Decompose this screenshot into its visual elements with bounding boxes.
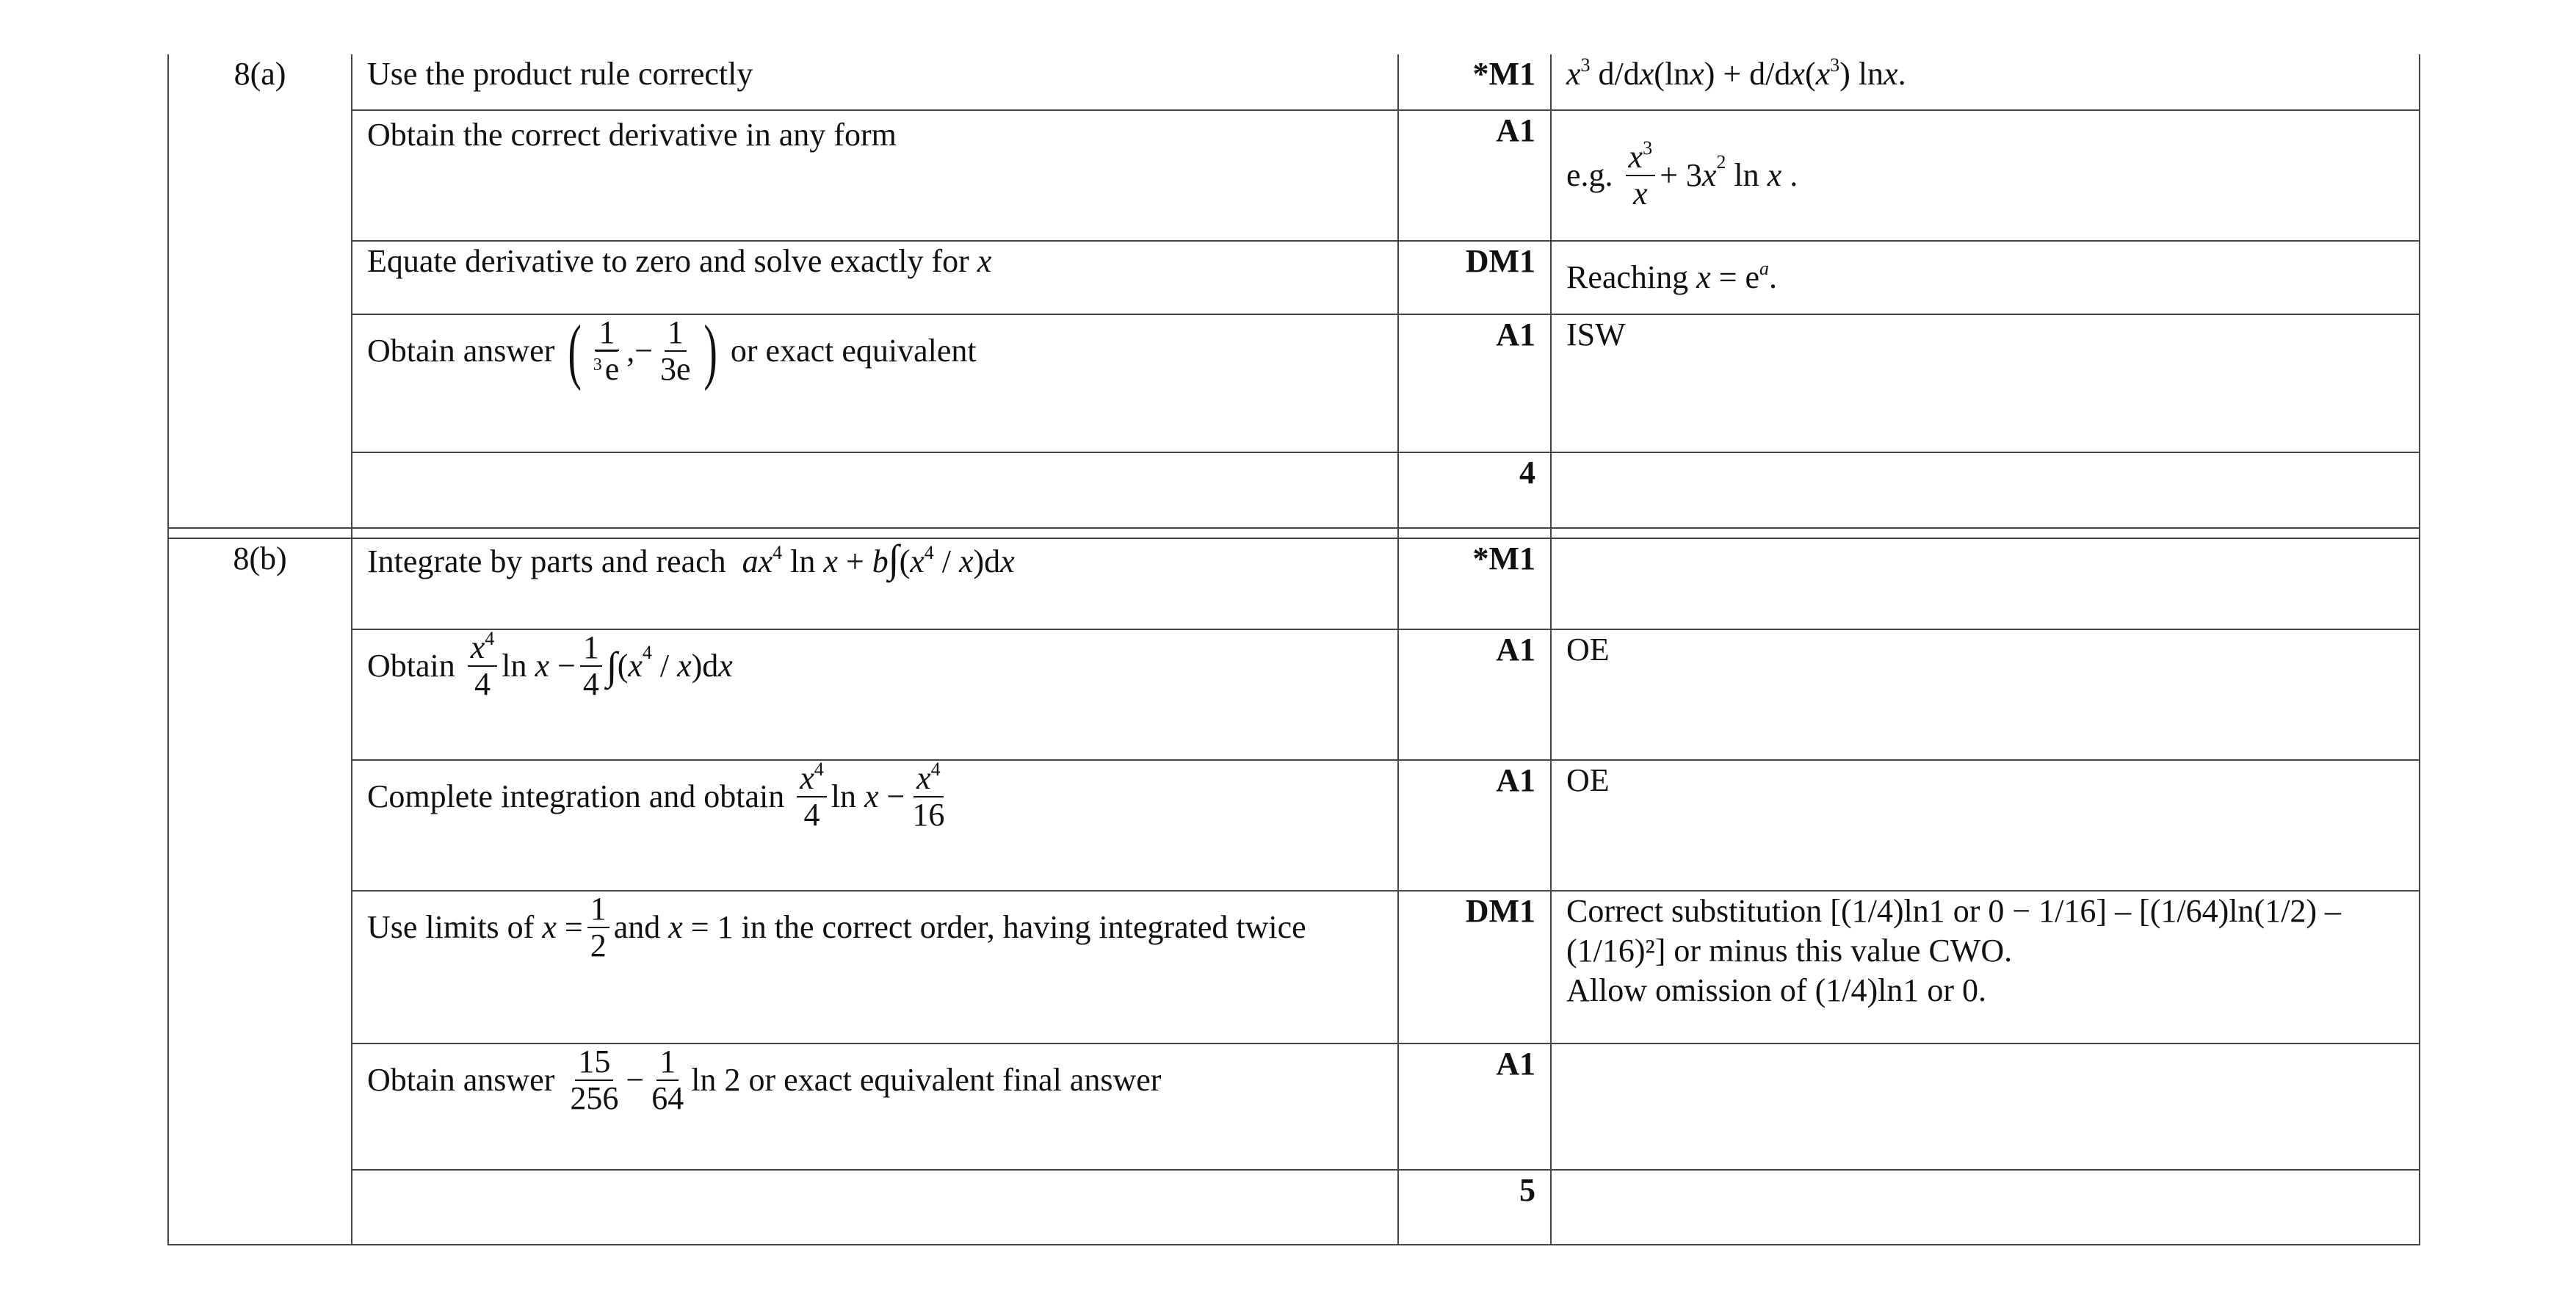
answer-cell: Obtain answer ( 1 3 e ,− $\frac{1}{3e}$ ) or exact equivalent [352, 314, 1398, 452]
mark-cell: *M1 [1398, 538, 1551, 629]
total-mark-8a: 4 [1398, 452, 1551, 528]
guidance-cell: OE [1551, 629, 2420, 760]
answer-cell: Obtain answer $\frac{15}{256}$ − $\frac{1}{64}$ ln 2 or exact equivalent final answer [352, 1044, 1398, 1170]
mark-cell: DM1 [1398, 891, 1551, 1044]
answer-cell: Equate derivative to zero and solve exactly for x [352, 241, 1398, 314]
mark-cell: *M1 [1398, 54, 1551, 110]
answer-cell: Use limits of x = $\frac{1}{2}$ and x = 1 in the correct order, having integrated twice [352, 891, 1398, 1044]
question-label-8b: 8(b) [168, 538, 352, 1245]
answer-cell: Complete integration and obtain $\frac{x^4}{4}$ ln x − $\frac{x^4}{16}$ [352, 760, 1398, 891]
table-row [168, 891, 2420, 1044]
table-row [168, 314, 2420, 452]
table-row [168, 110, 2420, 241]
mark-cell: A1 [1398, 314, 1551, 452]
mark-cell: A1 [1398, 629, 1551, 760]
mark-cell: DM1 [1398, 241, 1551, 314]
guidance-cell [1551, 538, 2420, 629]
guidance-cell [1551, 110, 2420, 241]
answer-cell: Obtain $\frac{x^4}{4}$ ln x − $\frac{1}{4}$ ∫ ( x $^4$ / x )d x [352, 629, 1398, 760]
table-row [168, 1170, 2420, 1245]
table-row [168, 1044, 2420, 1170]
answer-cell: Obtain the correct derivative in any form [352, 110, 1398, 241]
table-row [168, 629, 2420, 760]
guidance-cell: Correct substitution [(1/4)ln1 or 0 − 1/16] – [(1/64)ln(1/2) – (1/16)²] or minus this value CWO. Allow omission of (1/4)ln1 or 0. [1551, 891, 2420, 1044]
answer-cell [352, 452, 1398, 528]
table-row [168, 54, 2420, 110]
answer-cell: Integrate by parts and reach $ax^4$ $\ln x + b\int(x^4 / x)dx$ [352, 538, 1398, 629]
guidance-math: $x^3$ $d/dx(\ln x) + d/dx(x^3)$ lnx. [1566, 54, 1906, 92]
table-row [168, 452, 2420, 528]
section-divider [168, 528, 2420, 538]
guidance-cell: Reaching $x = e^a$. [1551, 241, 2420, 314]
guidance-cell [1551, 54, 2420, 110]
guidance-cell: OE [1551, 760, 2420, 891]
mark-cell: A1 [1398, 760, 1551, 891]
guidance-cell: ISW [1551, 314, 2420, 452]
answer-cell [352, 1170, 1398, 1245]
total-mark-8b: 5 [1398, 1170, 1551, 1245]
table-row [168, 760, 2420, 891]
guidance-cell [1551, 1170, 2420, 1245]
answer-cell: Use the product rule correctly [352, 54, 1398, 110]
mark-scheme-table [167, 54, 2420, 1245]
mark-cell: A1 [1398, 1044, 1551, 1170]
question-label-8a: 8(a) [168, 54, 352, 528]
derivative-expression: e.g. $\frac{x^3}{x}$ + 3 x $^2$ ln x . [1566, 137, 1798, 211]
mark-cell: A1 [1398, 110, 1551, 241]
guidance-cell [1551, 452, 2420, 528]
table-row [168, 538, 2420, 629]
guidance-cell [1551, 1044, 2420, 1170]
table-row [168, 241, 2420, 314]
